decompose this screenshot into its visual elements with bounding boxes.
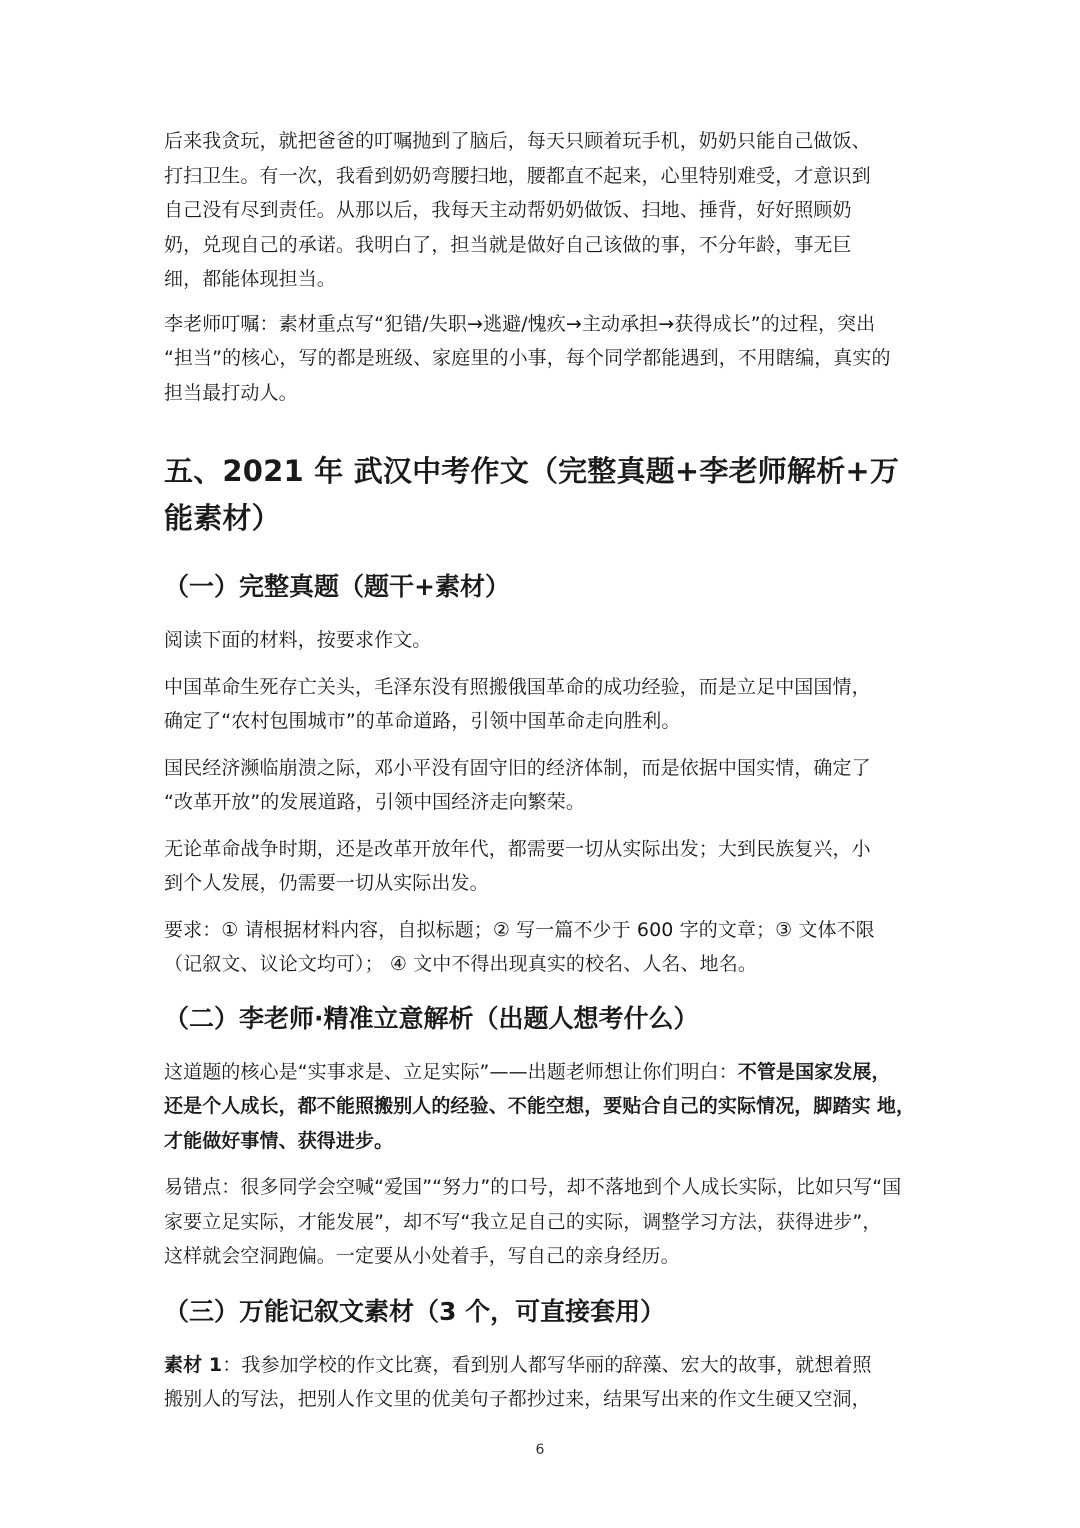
text-line: （记叙文、议论文均可）； ④ 文中不得出现真实的校名、人名、地名。 xyxy=(164,953,757,975)
text-line: “改革开放”的发展道路，引领中国经济走向繁荣。 xyxy=(164,791,585,813)
text-line: 到个人发展，仍需要一切从实际出发。 xyxy=(164,872,489,894)
text-line: 易错点：很多同学会空喊“爱国”“努力”的口号，却不落地到个人成长实际，比如只写“国 xyxy=(164,1176,902,1198)
material-label: 素材 1 xyxy=(164,1353,223,1376)
text-line: 国民经济濒临崩溃之际，邓小平没有固守旧的经济体制，而是依据中国实情，确定了 xyxy=(164,756,871,779)
page-number: 6 xyxy=(535,1442,545,1458)
page-content xyxy=(164,124,920,1417)
teacher-note-paragraph xyxy=(164,307,920,411)
text-line: 搬别人的写法，把别人作文里的优美句子都抄过来，结果写出来的作文生硬又空洞， xyxy=(164,1388,871,1410)
core-bold-line: 地，才能做好事情、获得进步。 xyxy=(164,1095,916,1152)
text-line: 这样就会空洞跑偏。一定要从小处着手，写自己的亲身经历。 xyxy=(164,1245,680,1267)
core-prefix-text: 这道题的核心是“实事求是、立足实际”——出题老师想让你们明白： xyxy=(164,1060,738,1083)
material-one-paragraph xyxy=(164,670,920,739)
text-line xyxy=(164,1348,920,1383)
core-analysis-paragraph xyxy=(164,1055,920,1159)
mistake-paragraph xyxy=(164,1170,920,1274)
instruction-paragraph: 阅读下面的材料，按要求作文。 xyxy=(164,629,432,651)
text-line: 奶，兑现自己的承诺。我明白了，担当就是做好自己该做的事，不分年龄，事无巨 xyxy=(164,233,852,256)
text-line: 后来我贪玩，就把爸爸的叮嘱抛到了脑后，每天只顾着玩手机，奶奶只能自己做饭、 xyxy=(164,130,871,152)
text-line: 李老师叮嘱：素材重点写“犯错/失职→逃避/愧疚→主动承担→获得成长”的过程，突出 xyxy=(164,312,876,335)
material-three-paragraph xyxy=(164,832,920,901)
subsection-two-heading: （二）李老师·精准立意解析（出题人想考什么） xyxy=(164,1003,699,1033)
intro-paragraph xyxy=(164,124,920,297)
subsection-one-heading: （一）完整真题（题干+素材） xyxy=(164,572,510,601)
narrative-material-paragraph xyxy=(164,1348,920,1417)
material-text: ：我参加学校的作文比赛，看到别人都写华丽的辞藻、宏大的故事，就想着照 xyxy=(222,1353,872,1376)
text-line: 中国革命生死存亡关头，毛泽东没有照搬俄国革命的成功经验，而是立足中国国情， xyxy=(164,675,871,698)
core-bold-line: 还是个人成长，都不能照搬别人的经验、不能空想，要贴合自己的实际情况，脚踏实 xyxy=(164,1095,871,1117)
text-line: 无论革命战争时期，还是改革开放年代，都需要一切从实际出发；大到民族复兴，小 xyxy=(164,837,871,860)
subsection-three-heading: （三）万能记叙文素材（3 个，可直接套用） xyxy=(164,1296,666,1326)
text-line: 要求：① 请根据材料内容，自拟标题；② 写一篇不少于 600 字的文章；③ 文体不限 xyxy=(164,918,875,941)
core-bold-text: 不管是国家发展， xyxy=(737,1060,891,1083)
text-line: 担当最打动人。 xyxy=(164,381,298,404)
text-line: 自己没有尽到责任。从那以后，我每天主动帮奶奶做饭、扫地、捶背，好好照顾奶 xyxy=(164,199,852,221)
text-line: 确定了“农村包围城市”的革命道路，引领中国革命走向胜利。 xyxy=(164,710,681,732)
text-line: 打扫卫生。有一次，我看到奶奶弯腰扫地，腰都直不起来，心里特别难受，才意识到 xyxy=(164,164,871,187)
text-line xyxy=(164,1055,920,1090)
text-line: “担当”的核心，写的都是班级、家庭里的小事，每个同学都能遇到，不用瞎编，真实的 xyxy=(164,347,891,369)
section-five-heading: 五、2021 年 武汉中考作文（完整真题+李老师解析+万能素材） xyxy=(164,454,900,535)
text-line: 家要立足实际，才能发展”，却不写“我立足自己的实际，调整学习方法，获得进步”， xyxy=(164,1210,882,1233)
material-two-paragraph xyxy=(164,751,920,820)
requirement-paragraph xyxy=(164,913,920,982)
text-line: 细，都能体现担当。 xyxy=(164,268,336,290)
